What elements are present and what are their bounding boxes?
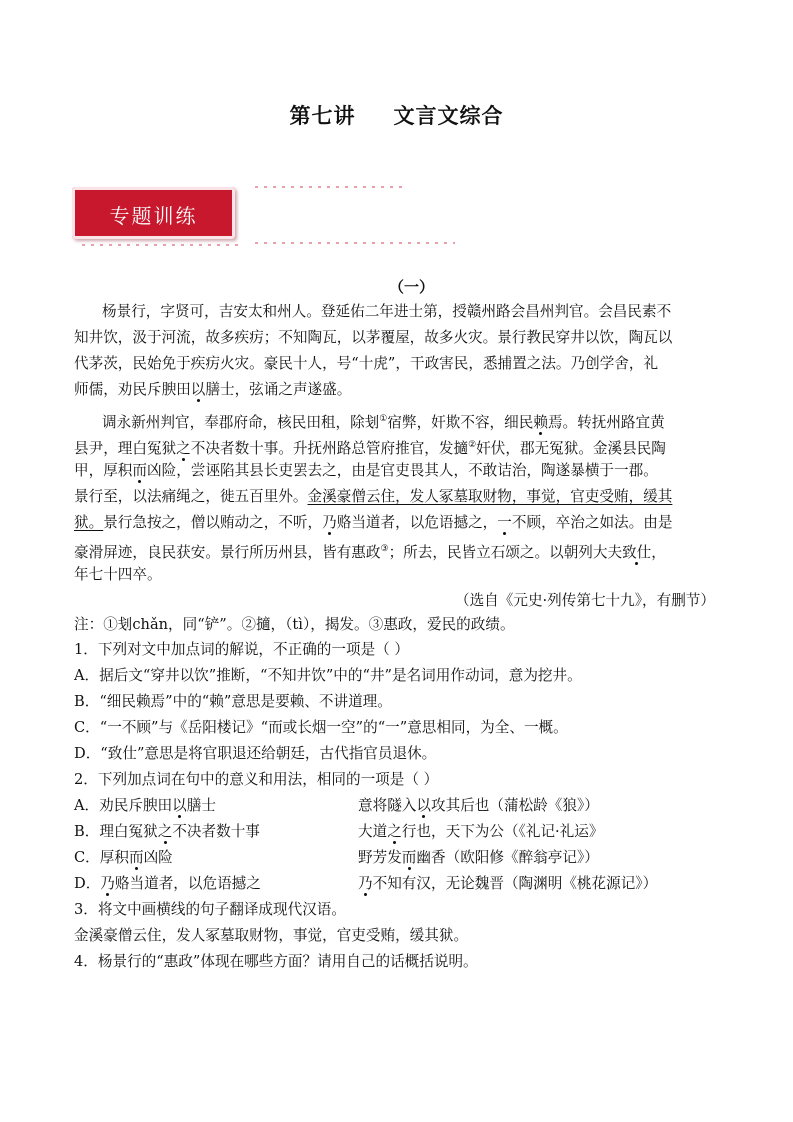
text-run: 豪滑屏迹，良民获安。景行所历州县，皆有惠政 (74, 543, 381, 561)
question-2-option-d-compare (358, 874, 657, 894)
text-run: 甲，厚积 (74, 462, 133, 479)
text-run: D． (74, 875, 101, 892)
footnote-marker: ② (468, 440, 477, 450)
passage-line: 年七十四卒。 (74, 566, 162, 583)
dotted-word: 以 (172, 797, 187, 814)
passage-line (74, 513, 672, 533)
dotted-word: 以 (190, 381, 206, 398)
passage-line: 代茅茨，民始免于疾疠火灾。豪民十人，号“十虎”，干政害民，悉捕置之法。乃创学舍，礼 (74, 355, 659, 372)
text-run: 赂当道者，以危语撼之， (336, 514, 498, 531)
page-title (0, 100, 793, 130)
text-run: 大道 (358, 823, 388, 840)
passage-line (74, 435, 666, 459)
banner-dots-top (255, 186, 405, 188)
question-2-option-b (74, 822, 260, 842)
dotted-word: 之 (176, 439, 191, 457)
source-citation: （选自《元史·列传第七十九》，有删节） (454, 592, 715, 609)
text-run: 膳士，弦诵之声遂盛。 (205, 381, 352, 398)
text-run: 景行急按之，僧以贿动之，不听， (103, 514, 323, 531)
passage-line (74, 380, 351, 400)
text-run: 膳士 (186, 797, 216, 814)
question-4-stem: 4．杨景行的“惠政”体现在哪些方面？请用自己的话概括说明。 (74, 953, 478, 970)
text-run: 不顾，卒治之如法。由是 (511, 514, 673, 531)
text-run: C．厚积 (74, 849, 129, 866)
text-run: 不决者数十事 (172, 823, 260, 840)
text-run: 景行至，以法痛绳之，徙五百里外。 (74, 488, 308, 505)
text-run: ， (651, 543, 666, 561)
passage-line: 知井饮，汲于河流，故多疾疠；不知陶瓦，以茅覆屋，故多火灾。景行教民穿井以饮，陶瓦以 (74, 329, 673, 346)
passage-line (74, 539, 666, 563)
dotted-word: 而 (401, 849, 417, 866)
dotted-word: 乃 (100, 875, 115, 892)
text-run: 幽香（欧阳修《醉翁亭记》） (416, 849, 599, 866)
question-1-option-b: B．“细民赖焉”中的“赖”意思是要赖、不讲道理。 (74, 693, 392, 710)
question-1-option-d: D．“致仕”意思是将官职退还给朝廷，古代指官员退休。 (74, 745, 437, 762)
passage-line (74, 487, 672, 507)
text-run: 野芳发 (358, 849, 402, 866)
question-3-sentence: 金溪豪僧云住，发人冢墓取财物，事觉，官吏受贿，缓其狱。 (74, 927, 469, 944)
dotted-word: 之 (157, 823, 173, 840)
title-topic: 文言文综合 (393, 103, 504, 128)
question-2-option-d (74, 874, 261, 894)
dotted-word: 致仕 (622, 543, 652, 561)
dotted-word: 以 (416, 797, 431, 814)
text-run: 奸伏，郡无冤狱。金溪县民陶 (476, 439, 666, 457)
text-run: 意将隧入 (358, 797, 417, 814)
topic-banner (72, 187, 235, 239)
text-run: 焉。转抚州路宜黄 (547, 413, 665, 431)
passage-line (102, 409, 665, 433)
question-2-stem: 2．下列加点词在句中的意义和用法，相同的一项是（ ） (74, 771, 439, 788)
dotted-word: 乃 (358, 875, 373, 892)
text-run: 凶险 (143, 849, 173, 866)
dotted-word: 之 (387, 823, 402, 840)
text-run: ；所去，民皆立石颂之。以朝列大夫 (388, 543, 623, 561)
passage-line (74, 461, 658, 481)
text-run: 凶险，尝诬陷其县长吏罢去之，由是官吏畏其人，不敢诘治，陶遂暴横于一郡。 (147, 462, 658, 479)
banner-dots-under (82, 244, 242, 246)
text-run: 调永新州判官，奉郡府命，核民田租，除刬 (102, 413, 380, 431)
text-run: 不知有汉，无论魏晋（陶渊明《桃花源记》） (372, 875, 658, 892)
text-run: 行也，天下为公（《礼记·礼运》 (401, 823, 604, 840)
question-2-option-c-compare (358, 848, 599, 868)
underlined-sentence: 金溪豪僧云住，发人冢墓取财物，事觉，官吏受贿，缓其 (307, 488, 673, 505)
text-run: 攻其后也（蒲松龄《狼》） (431, 797, 599, 814)
question-1-option-c: C．“一不顾”与《岳阳楼记》“而或长烟一空”的“一”意思相同，为全、一概。 (74, 719, 568, 736)
text-run: 不决者数十事。升抚州路总管府推官，发擿 (190, 439, 469, 457)
dotted-word: 而 (132, 462, 147, 479)
question-2-option-c (74, 848, 173, 868)
question-1-option-a: A．据后文“穿井以饮”推断，“不知井饮”中的“井”是名词用作动词，意为挖井。 (74, 667, 582, 684)
text-run: B．理白冤狱 (74, 823, 158, 840)
footnote-marker: ① (379, 414, 388, 424)
dotted-word: 一 (497, 514, 512, 531)
banner-dots-bottom (255, 242, 455, 244)
dotted-word: 而 (128, 849, 144, 866)
question-3-stem: 3．将文中画横线的句子翻译成现代汉语。 (74, 901, 346, 918)
text-run: 宿弊，奸欺不容，细民 (387, 413, 534, 431)
text-run: 赂当道者，以危语撼之 (114, 875, 261, 892)
underlined-sentence: 狱。 (74, 514, 104, 531)
text-run: A．劝民斥腴田 (74, 797, 173, 814)
dotted-word: 乃 (322, 514, 337, 531)
text-run: 师儒，劝民斥腴田 (74, 381, 191, 398)
dotted-word: 赖 (533, 413, 548, 431)
footnotes: 注：①刬chǎn，同“铲”。②擿，（tì），揭发。③惠政，爱民的政绩。 (74, 616, 515, 633)
passage-line: 杨景行，字贤可，吉安太和州人。登延佑二年进士第，授赣州路会昌州判官。会昌民素不 (102, 303, 672, 320)
question-2-option-a (74, 796, 216, 816)
section-number: （一） (388, 278, 434, 296)
title-lecture: 第七讲 (289, 103, 356, 128)
footnote-marker: ③ (380, 544, 389, 554)
question-1-stem: 1．下列对文中加点词的解说，不正确的一项是（ ） (74, 641, 409, 658)
text-run: 县尹，理白冤狱 (74, 439, 177, 457)
banner-label: 专题训练 (109, 204, 198, 228)
question-2-option-b-compare (358, 822, 603, 842)
question-2-option-a-compare (358, 796, 599, 816)
